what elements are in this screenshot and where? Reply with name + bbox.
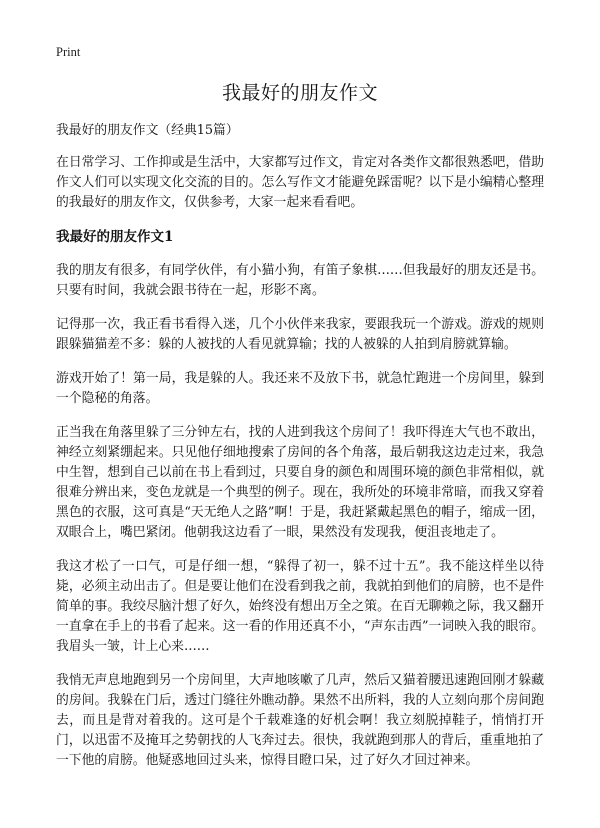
body-paragraph-1: 我的朋友有很多，有同学伙伴，有小猫小狗，有笛子象棋……但我最好的朋友还是书。只要有时间，我就会跟书待在一起，形影不离。 <box>56 263 544 298</box>
body-paragraph-6: 我悄无声息地跑到另一个房间里，大声地咳嗽了几声，然后又猫着腰迅速跑回刚才躲藏的房间。我躲在门后，透过门缝往外瞧动静。果然不出所料，我的人立刻向那个房间跑去，而且是背对着我的。这可是个千载难逢的好机会啊！我立刻脱掉鞋子，悄悄打开门，以迅雷不及掩耳之势朝找的人飞奔过去。很快，我就跑到那人的背后，重重地拍了一下他的肩膀。他疑惑地回过头来，惊得目瞪口呆，过了好久才回过神来。 <box>56 673 544 768</box>
section-heading: 我最好的朋友作文1 <box>56 229 174 245</box>
body-paragraph-5: 我这才松了一口气，可是仔细一想，“躲得了初一，躲不过十五”。我不能这样坐以待毙，必须主动出击了。但是要让他们在没看到我之前，我就拍到他们的肩膀，也不是件简单的事。我绞尽脑汁想了好久，始终没有想出万全之策。在百无聊赖之际，我又翻开一直拿在手上的书看了起来。这一看的作用还真不小，“声东击西”一词映入我的眼帘。我眉头一皱，计上心来…… <box>56 559 544 654</box>
body-paragraph-4: 正当我在角落里躲了三分钟左右，找的人进到我这个房间了！我吓得连大气也不敢出，神经立刻紧绷起来。只见他仔细地搜索了房间的各个角落，最后朝我这边走过来，我急中生智，想到自己以前在书上看到过，只要自身的颜色和周围环境的颜色非常相似，就很难分辨出来，变色龙就是一个典型的例子。现在，我所处的环境非常暗，而我又穿着黑色的衣服，这可真是“天无绝人之路”啊！于是，我赶紧戴起黑色的帽子，缩成一团，双眼合上，嘴巴紧闭。他朝我这边看了一眼，果然没有发现我，便沮丧地走了。 <box>56 425 544 540</box>
document-title: 我最好的朋友作文 <box>221 82 378 104</box>
print-link[interactable]: Print <box>56 45 81 59</box>
document-subtitle: 我最好的朋友作文（经典15篇） <box>56 123 239 138</box>
body-paragraph-2: 记得那一次，我正看书看得入迷，几个小伙伴来我家，要跟我玩一个游戏。游戏的规则跟躲猫猫差不多：躲的人被找的人看见就算输；找的人被躲的人拍到肩膀就算输。 <box>56 317 544 352</box>
intro-paragraph: 在日常学习、工作抑或是生活中，大家都写过作文，肯定对各类作文都很熟悉吧，借助作文人们可以实现文化交流的目的。怎么写作文才能避免踩雷呢？以下是小编精心整理的我最好的朋友作文，仅供参考，大家一起来看看吧。 <box>56 155 544 210</box>
body-paragraph-3: 游戏开始了！第一局，我是躲的人。我还来不及放下书，就急忙跑进一个房间里，躲到一个隐秘的角落。 <box>56 371 544 406</box>
